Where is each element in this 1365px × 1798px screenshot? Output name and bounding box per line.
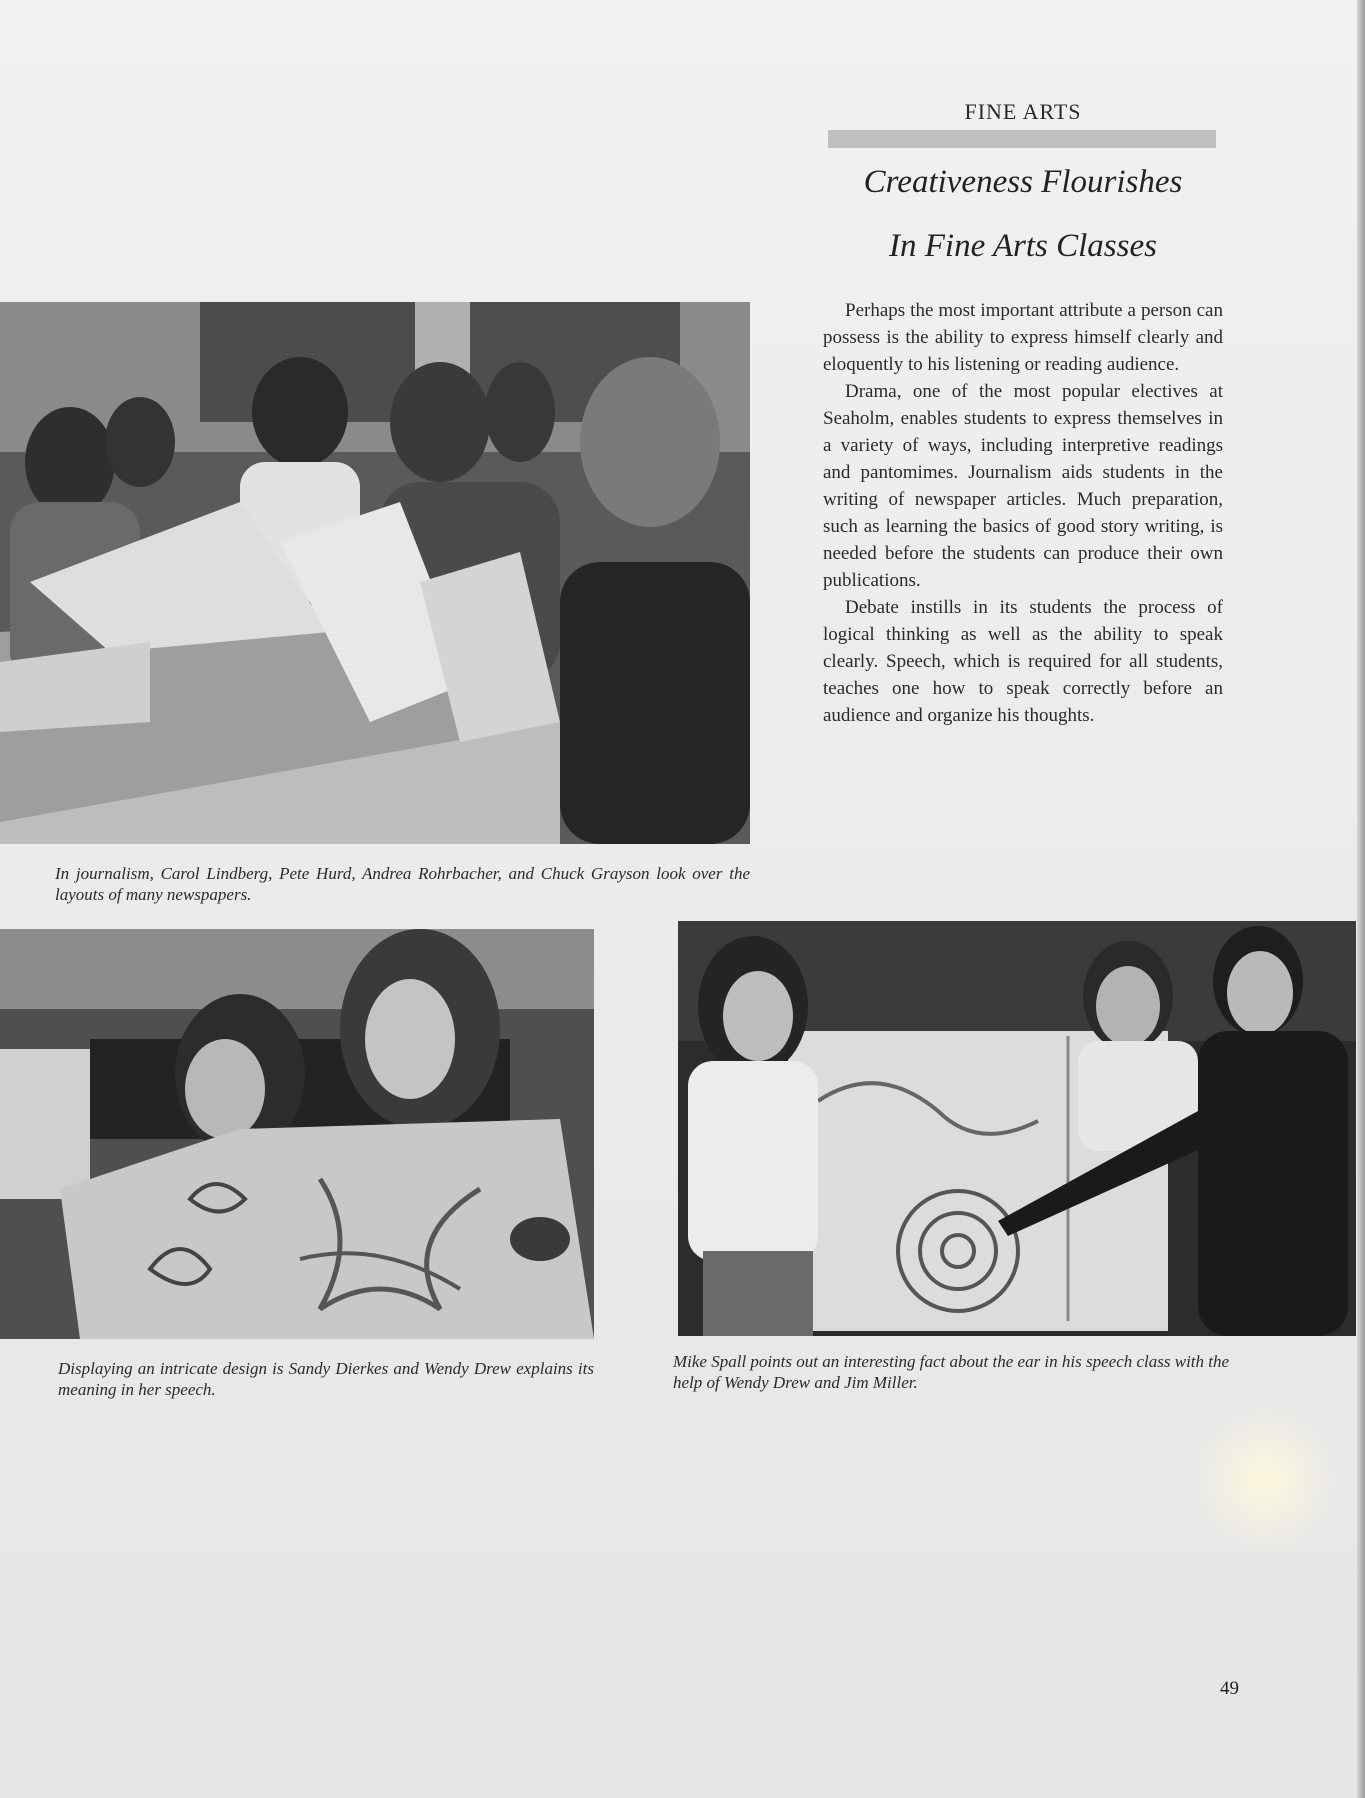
body-paragraph: Drama, one of the most popular electives at Seaholm, enables students to express themselves in a variety of ways, including interpretive readings and pantomimes. Journalism aids students in the writing of newspaper articles. Much preparation, such as learning the basics of good story writing, is needed before the students can produce their own publications. — [823, 381, 1223, 591]
ear-chart-photo — [678, 921, 1356, 1336]
ear-chart-caption: Mike Spall points out an interesting fact about the ear in his speech class with the help of Wendy Drew and Jim Miller. — [673, 1352, 1230, 1392]
headline-line-1: Creativeness Flourishes — [863, 164, 1183, 200]
page-edge — [1357, 0, 1365, 1798]
body-paragraph: Debate instills in its students the process of logical thinking as well as the ability to speak clearly. Speech, which is required for all students, teaches one how to speak correctly before an audience and organize his thoughts. — [823, 597, 1223, 726]
journalism-photo — [0, 302, 750, 844]
article-body — [823, 297, 1223, 729]
light-glare — [1190, 1405, 1340, 1555]
jacket-photo — [0, 929, 594, 1339]
headline-line-2: In Fine Arts Classes — [889, 228, 1157, 264]
section-label: FINE ARTS — [964, 99, 1082, 124]
section-rule — [828, 130, 1216, 148]
body-paragraph: Perhaps the most important attribute a person can possess is the ability to express himself clearly and eloquently to his listening or reading audience. — [823, 300, 1223, 375]
jacket-caption: Displaying an intricate design is Sandy Dierkes and Wendy Drew explains its meaning in her speech. — [58, 1359, 594, 1399]
page-number: 49 — [1220, 1678, 1239, 1699]
journalism-caption: In journalism, Carol Lindberg, Pete Hurd, Andrea Rohrbacher, and Chuck Grayson look over the layouts of many newspapers. — [55, 864, 750, 904]
